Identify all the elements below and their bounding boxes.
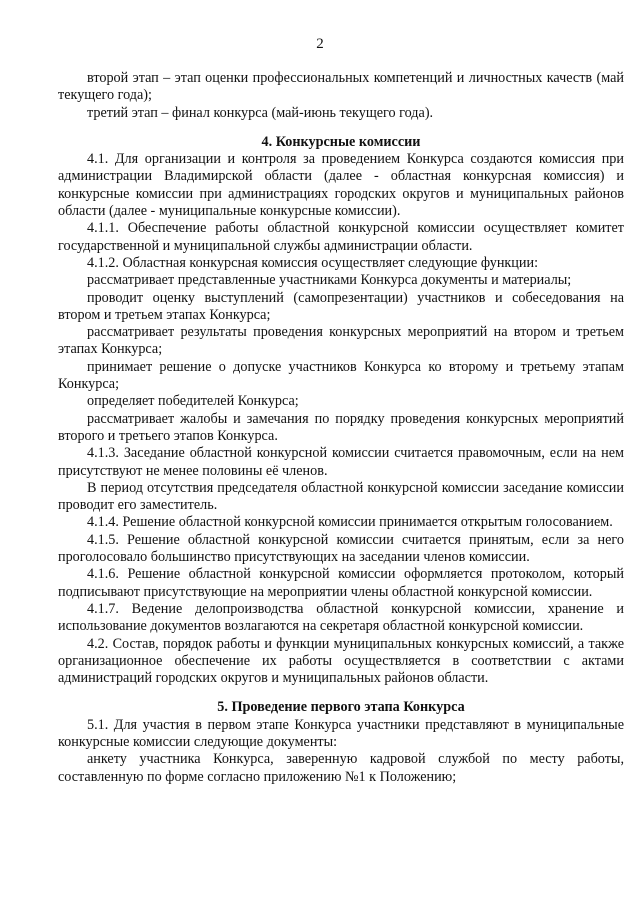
section-4-paragraph: В период отсутствия председателя областной конкурсной комиссии заседание комиссии проводит его заместитель. [58,479,624,514]
section-4-paragraph: рассматривает результаты проведения конкурсных мероприятий на втором и третьем этапах Конкурса; [58,324,624,358]
section-4-paragraph: 4.1.4. Решение областной конкурсной комиссии принимается открытым голосованием. [87,514,613,531]
intro-paragraph-2: третий этап – финал конкурса (май-июнь текущего года). [87,104,434,121]
section-5-paragraph: анкету участника Конкурса, заверенную кадровой службой по месту работы, составленную по форме согласно приложению №1 к Положению; [58,751,624,785]
page-number: 2 [316,36,324,52]
section-4-paragraph: проводит оценку выступлений (самопрезентации) участников и собеседования на втором и третьем этапах Конкурса; [58,289,624,323]
section-4-paragraph: принимает решение о допуске участников Конкурса ко второму и третьему этапам Конкурса; [58,358,624,393]
section-4-heading: 4. Конкурсные комиссии [261,133,421,150]
section-4-paragraph: рассматривает представленные участниками Конкурса документы и материалы; [87,272,572,289]
section-5-paragraph: 5.1. Для участия в первом этапе Конкурса участники представляют в муниципальные конкурсные комиссии следующие документы: [58,716,624,750]
section-4-paragraph: 4.1.7. Ведение делопроизводства областной конкурсной комиссии, хранение и использование документов возлагаются на секретаря областной конкурсной комиссии. [58,600,624,635]
section-4-paragraph: 4.1.3. Заседание областной конкурсной комиссии считается правомочным, если на нем присутствуют не менее половины её членов. [58,445,624,479]
section-4-paragraph: 4.2. Состав, порядок работы и функции муниципальных конкурсных комиссий, а также организационное обеспечение их работы осуществляется в соответствии с актами администраций городских округов и муниципальных районов области. [58,635,624,687]
section-4-paragraph: определяет победителей Конкурса; [87,393,299,410]
section-4-paragraph: рассматривает жалобы и замечания по порядку проведения конкурсных мероприятий второго и третьего этапов Конкурса. [58,410,624,444]
section-4-paragraph: 4.1.5. Решение областной конкурсной комиссии считается принятым, если за него проголосовало большинство присутствующих на заседании членов комиссии. [58,531,624,566]
section-5-heading: 5. Проведение первого этапа Конкурса [217,699,465,716]
section-4-paragraph: 4.1.1. Обеспечение работы областной конкурсной комиссии осуществляет комитет государственной и муниципальной службы администрации области. [58,220,624,254]
document-page [58,70,624,786]
section-4-paragraph: 4.1. Для организации и контроля за проведением Конкурса создаются комиссия при администрации Владимирской области (далее - областная конкурсная комиссия) и конкурсные комиссии при администрациях городских округов и муниципальных районов области (далее - муниципальные конкурсные комиссии). [58,151,624,220]
intro-paragraph-1: второй этап – этап оценки профессиональных компетенций и личностных качеств (май текущего года); [58,70,624,104]
section-4-paragraph: 4.1.2. Областная конкурсная комиссия осуществляет следующие функции: [87,254,539,271]
section-4-paragraph: 4.1.6. Решение областной конкурсной комиссии оформляется протоколом, который подписывают присутствующие на мероприятии члены областной конкурсной комиссии. [58,566,624,600]
